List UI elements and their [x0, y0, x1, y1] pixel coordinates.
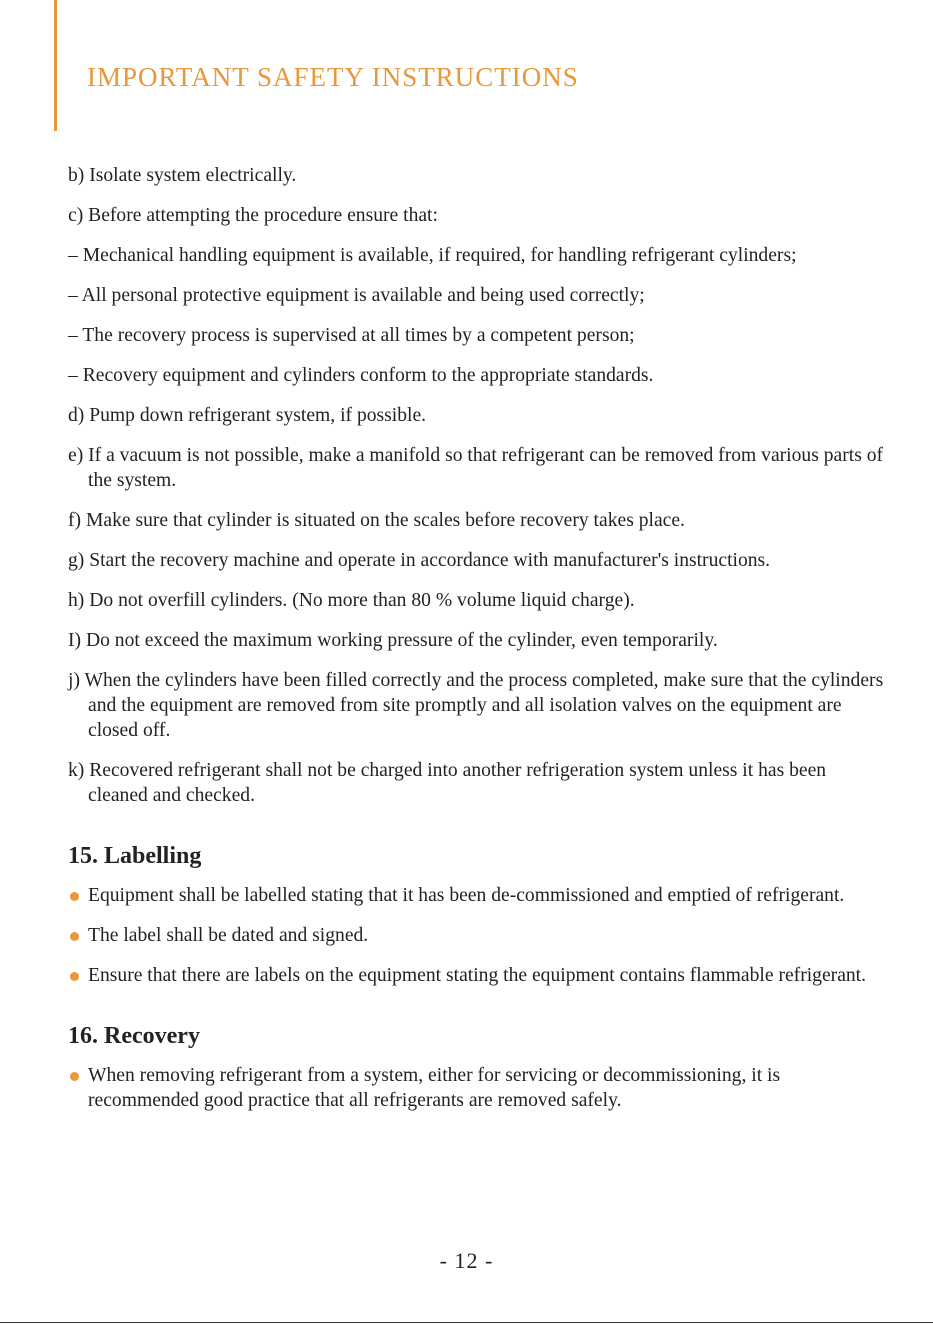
header-accent-bar	[54, 0, 57, 131]
labelling-bullet-text: Ensure that there are labels on the equipment stating the equipment contains flammable refrigerant.	[88, 965, 867, 986]
step-b: b) Isolate system electrically.	[68, 165, 297, 186]
step-c-item-standards: – Recovery equipment and cylinders conform to the appropriate standards.	[68, 365, 654, 386]
labelling-bullet	[68, 963, 888, 988]
main-content	[68, 163, 888, 1128]
labelling-bullet	[68, 883, 888, 908]
step-c-item-ppe: – All personal protective equipment is available and being used correctly;	[68, 285, 645, 306]
section-title-labelling: 15. Labelling	[68, 843, 202, 869]
step-e: e) If a vacuum is not possible, make a manifold so that refrigerant can be removed from various parts of the system.	[68, 445, 884, 491]
step-f: f) Make sure that cylinder is situated on the scales before recovery takes place.	[68, 510, 685, 531]
labelling-bullet-text: The label shall be dated and signed.	[88, 925, 369, 946]
section-title-recovery: 16. Recovery	[68, 1023, 200, 1049]
bullet-dot-icon	[70, 932, 79, 941]
step-g: g) Start the recovery machine and operate in accordance with manufacturer's instructions.	[68, 550, 771, 571]
labelling-bullet-text: Equipment shall be labelled stating that it has been de-commissioned and emptied of refrigerant.	[88, 885, 845, 906]
step-c-item-supervision: – The recovery process is supervised at all times by a competent person;	[68, 325, 635, 346]
bottom-rule	[0, 1322, 933, 1323]
step-k: k) Recovered refrigerant shall not be charged into another refrigeration system unless it has been cleaned and checked.	[68, 760, 827, 806]
step-d: d) Pump down refrigerant system, if possible.	[68, 405, 427, 426]
step-h: h) Do not overfill cylinders. (No more than 80 % volume liquid charge).	[68, 590, 635, 611]
bullet-dot-icon	[70, 972, 79, 981]
page-number: - 12 -	[439, 1248, 494, 1273]
recovery-bullet	[68, 1063, 888, 1113]
recovery-bullet-text: When removing refrigerant from a system, either for servicing or decommissioning, it is recommended good practice that all refrigerants are removed safely.	[88, 1065, 781, 1111]
step-c-item-handling: – Mechanical handling equipment is available, if required, for handling refrigerant cylinders;	[68, 245, 797, 266]
bullet-dot-icon	[70, 892, 79, 901]
step-c: c) Before attempting the procedure ensure that:	[68, 205, 438, 226]
bullet-dot-icon	[70, 1072, 79, 1081]
step-i: I) Do not exceed the maximum working pressure of the cylinder, even temporarily.	[68, 630, 718, 651]
labelling-bullet	[68, 923, 888, 948]
page-header-title: IMPORTANT SAFETY INSTRUCTIONS	[87, 62, 579, 92]
step-j: j) When the cylinders have been filled correctly and the process completed, make sure that the cylinders and the equipment are removed from site promptly and all isolation valves on the equipment are closed off.	[68, 670, 884, 741]
